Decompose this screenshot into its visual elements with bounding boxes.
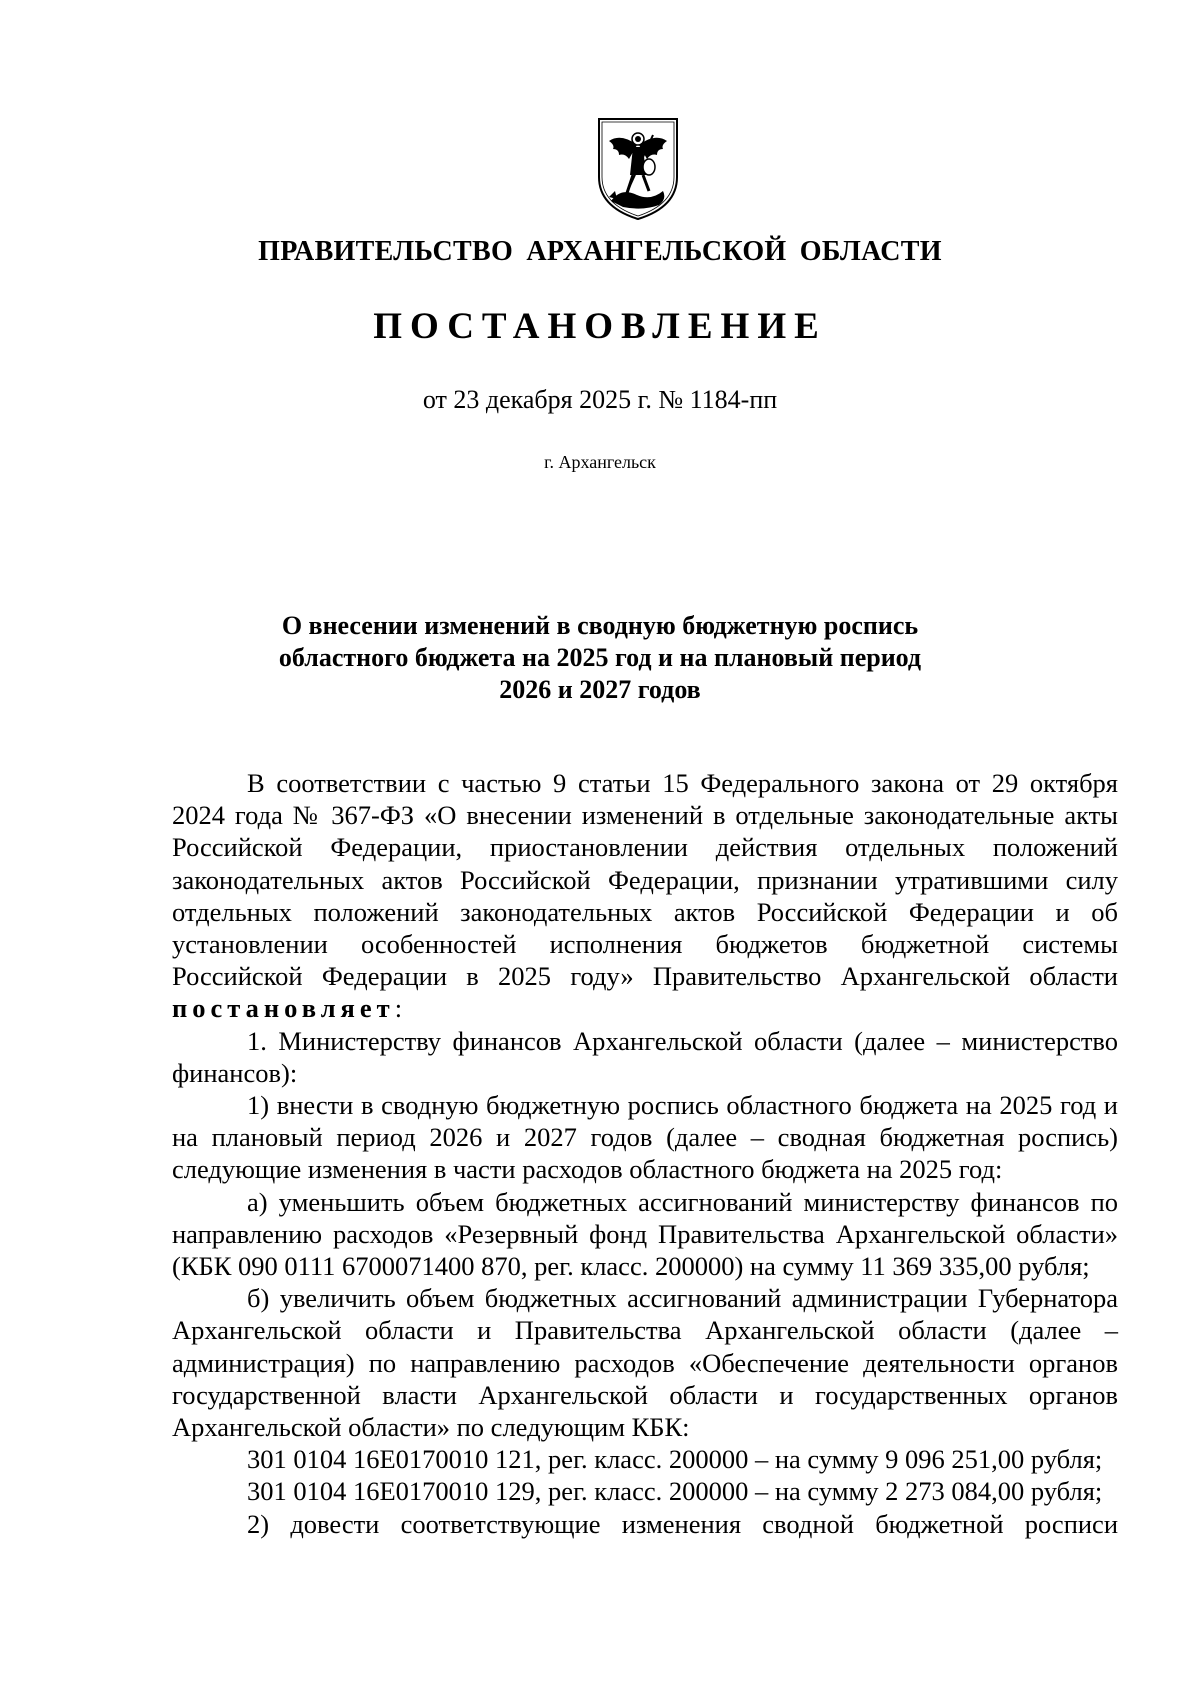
city: г. Архангельск	[544, 452, 656, 472]
document-body	[172, 767, 1118, 1540]
kbk-line-1: 301 0104 16Е0170010 121, рег. класс. 200000 – на сумму 9 096 251,00 рубля;	[247, 1444, 1103, 1475]
paragraph-subitem-a: а) уменьшить объем бюджетных ассигнований министерству финансов по направлению расходов «Резервный фонд Правительства Архангельской области» (КБК 090 0111 6700071400 870, рег. класс. 200000) на сумму 11 369 335,00 рубля;	[172, 1186, 1118, 1282]
title-line: О внесении изменений в сводную бюджетную роспись	[281, 611, 919, 640]
kbk-line-2: 301 0104 16Е0170010 129, рег. класс. 200000 – на сумму 2 273 084,00 рубля;	[247, 1476, 1103, 1507]
preamble-colon: :	[394, 993, 403, 1024]
paragraph-item-1: 1. Министерству финансов Архангельской области (далее – министерство финансов):	[172, 1025, 1118, 1088]
preamble-text: В соответствии с частью 9 статьи 15 Федерального закона от 29 октября 2024 года № 367-ФЗ «О внесении изменений в отдельные законодательные акты Российской Федерации, приостановлении действия отдельных положений законодательных актов Российской Федерации, признании утратившими силу отдельных положений законодательных актов Российской Федерации и об установлении особенностей исполнения бюджетов бюджетной системы Российской Федерации в 2025 году» Правительство Архангельской области	[172, 768, 1118, 992]
paragraph-subitem-2: 2) довести соответствующие изменения сводной бюджетной росписи	[247, 1508, 1118, 1539]
document-type: ПОСТАНОВЛЕНИЕ	[373, 306, 827, 347]
title-line: областного бюджета на 2025 год и на плановый период	[278, 643, 922, 672]
resolves-word: постановляет	[172, 993, 395, 1024]
coat-of-arms-emblem	[593, 115, 683, 223]
title-line: 2026 и 2027 годов	[499, 675, 701, 704]
date-and-number: от 23 декабря 2025 г. № 1184-пп	[422, 385, 778, 414]
preamble-paragraph	[172, 767, 1118, 1025]
government-name: ПРАВИТЕЛЬСТВО АРХАНГЕЛЬСКОЙ ОБЛАСТИ	[258, 236, 942, 267]
document-title	[0, 610, 1200, 706]
paragraph-subitem-1: 1) внести в сводную бюджетную роспись областного бюджета на 2025 год и на плановый период 2026 и 2027 годов (далее – сводная бюджетная роспись) следующие изменения в части расходов областного бюджета на 2025 год:	[172, 1090, 1118, 1185]
paragraph-subitem-b: б) увеличить объем бюджетных ассигнований администрации Губернатора Архангельской области и Правительства Архангельской области (далее – администрация) по направлению расходов «Обеспечение деятельности органов государственной власти Архангельской области и государственных органов Архангельской области» по следующим КБК:	[172, 1283, 1118, 1443]
